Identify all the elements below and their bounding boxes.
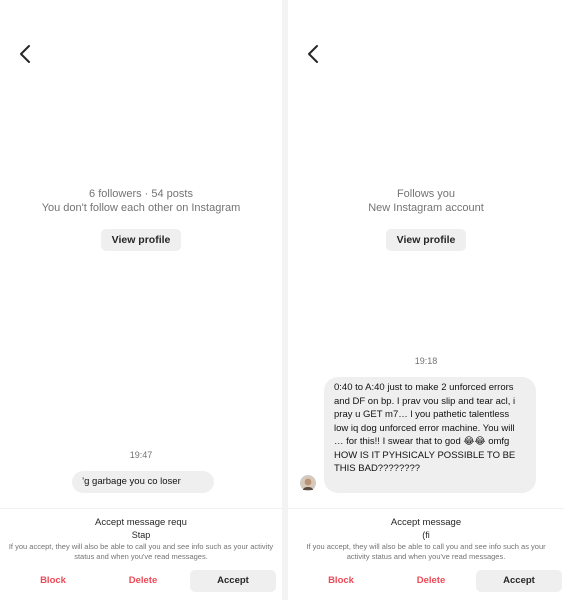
request-title: Accept message requ [95, 517, 187, 528]
chevron-left-icon [14, 42, 38, 66]
message-bubble[interactable]: ’g garbage you co loser [72, 471, 214, 493]
profile-summary [288, 187, 564, 251]
request-info-text: If you accept, they will also be able to call you and see info such as your activity status and when you've read messages. [8, 542, 274, 561]
accept-button[interactable]: Accept [476, 570, 562, 592]
follow-status-text: You don't follow each other on Instagram [41, 202, 241, 214]
sender-avatar[interactable] [300, 475, 316, 491]
request-info-text: If you accept, they will also be able to call you and see info such as your activity status and when you've read messages. [306, 542, 546, 561]
message-timestamp: 19:47 [129, 450, 153, 460]
request-actions [0, 570, 282, 592]
request-title: Accept message [390, 517, 462, 528]
back-button[interactable] [14, 42, 38, 66]
message-request-panel [288, 508, 564, 600]
profile-summary [0, 187, 282, 251]
request-sender-name: Stap [131, 530, 151, 540]
view-profile-button[interactable]: View profile [386, 229, 467, 251]
delete-button[interactable]: Delete [416, 575, 446, 586]
account-age-text: New Instagram account [368, 202, 484, 214]
right-chat-screen [288, 0, 564, 600]
request-actions [288, 570, 564, 592]
message-timestamp: 19:18 [414, 356, 438, 366]
follow-status-text: Follows you [396, 188, 456, 200]
chevron-left-icon [302, 42, 326, 66]
back-button[interactable] [302, 42, 326, 66]
request-sender-name: (fi [422, 530, 430, 540]
follower-count-text: 6 followers · 54 posts [89, 188, 193, 200]
delete-button[interactable]: Delete [128, 575, 158, 586]
block-button[interactable]: Block [40, 575, 66, 586]
message-bubble[interactable]: 0:40 to A:40 just to make 2 unforced errors and DF on bp. I prav vou slip and tear acl, i pray u GET m7… l you pathetic talentless low iq dog unforced error machine. You will … for this!! I swear that to god 😂😂 omfg HOW IS IT PYHSICALY POSSIBLE TO BE THIS BAD???????? [324, 377, 536, 493]
message-request-panel [0, 508, 282, 600]
block-button[interactable]: Block [328, 575, 354, 586]
view-profile-button[interactable]: View profile [101, 229, 182, 251]
accept-button[interactable]: Accept [190, 570, 276, 592]
avatar-face-icon [301, 476, 315, 490]
